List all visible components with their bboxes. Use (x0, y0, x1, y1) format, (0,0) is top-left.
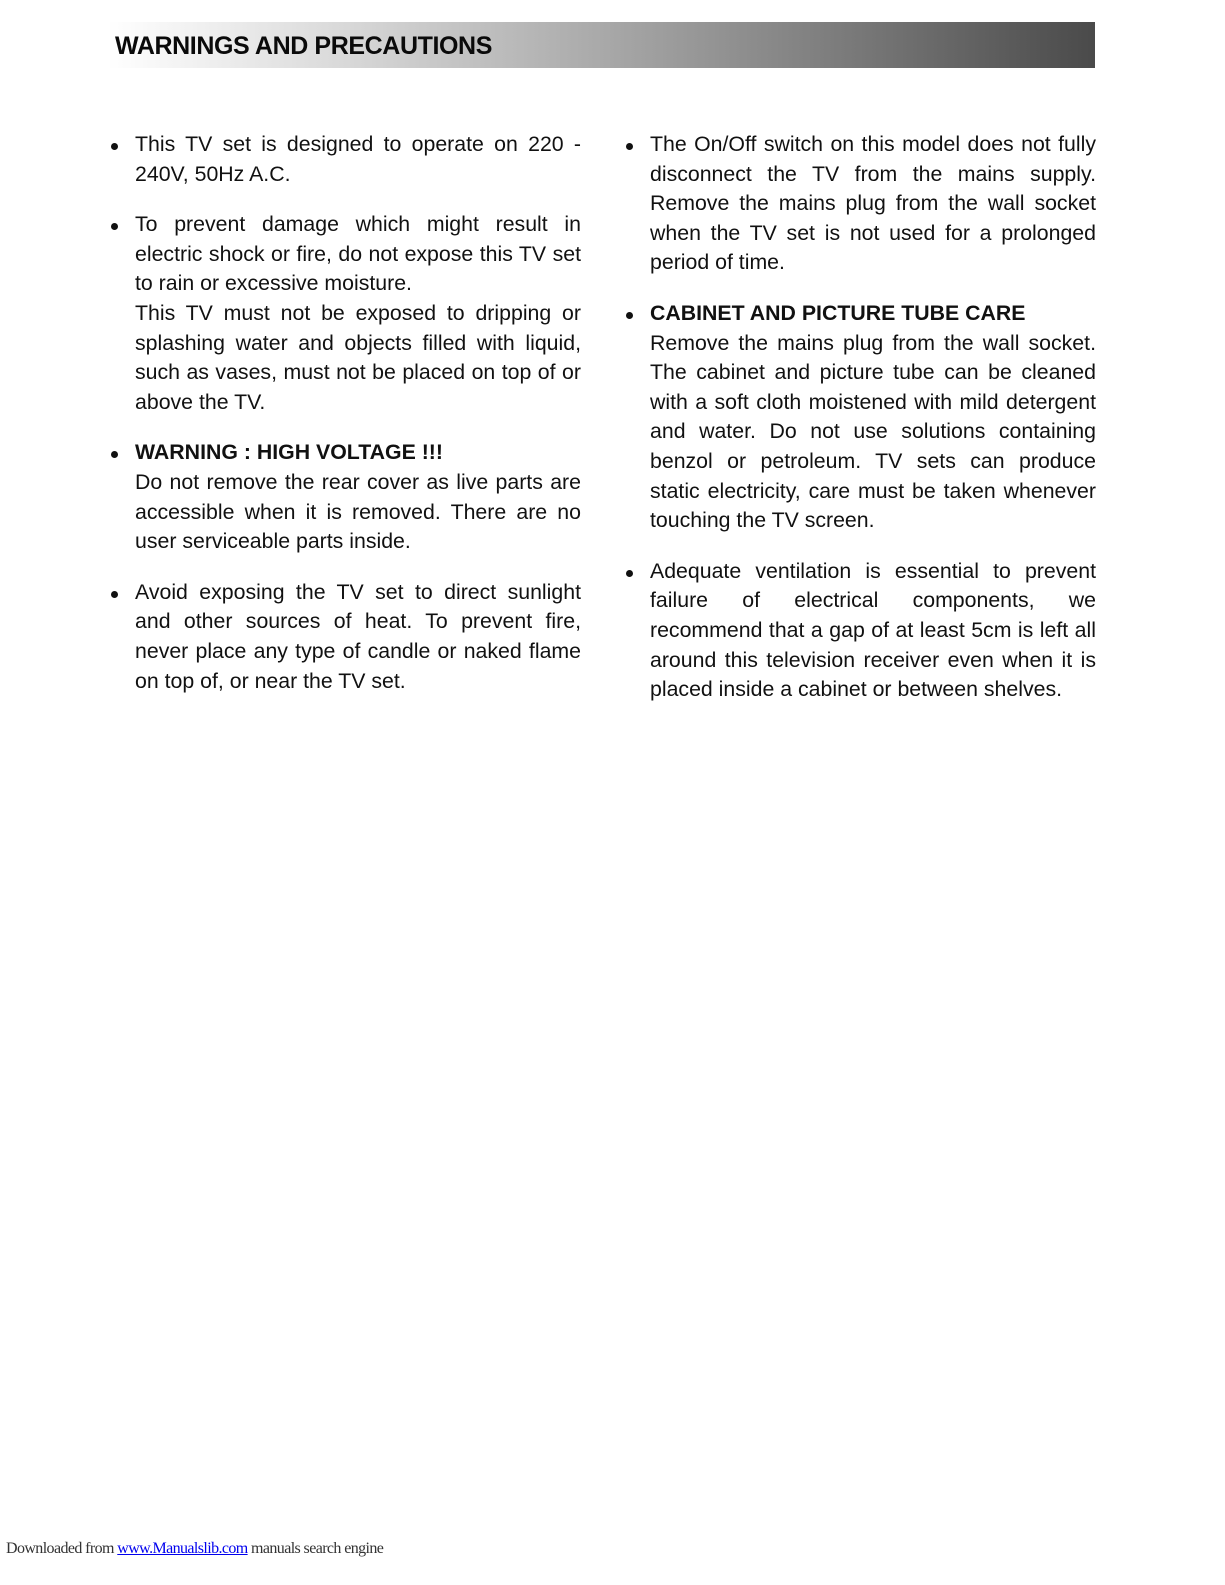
list-item-moisture (107, 210, 581, 417)
item-text: This TV set is designed to operate on 220 - 240V, 50Hz A.C. (135, 132, 581, 186)
list-item-high-voltage (107, 438, 581, 556)
list-item-cabinet-care (622, 299, 1096, 536)
item-heading: WARNING : HIGH VOLTAGE !!! (135, 440, 443, 465)
download-footer (6, 1540, 383, 1558)
left-column (107, 130, 581, 717)
page-title: WARNINGS AND PRECAUTIONS (115, 32, 492, 60)
item-text: The On/Off switch on this model does not fully disconnect the TV from the mains supply. Remove the mains plug from the wall socket when the TV set is not used for a prolonged period of time. (650, 132, 1096, 275)
list-item-power-supply (107, 130, 581, 189)
item-text: To prevent damage which might result in electric shock or fire, do not expose this TV set to rain or excessive moisture. (135, 212, 581, 296)
item-text: Do not remove the rear cover as live parts are accessible when it is removed. There are no user serviceable parts inside. (135, 469, 581, 554)
item-text: Remove the mains plug from the wall socket. The cabinet and picture tube can be cleaned with a soft cloth moistened with mild detergent and water. Do not use solutions containing benzol or petroleum. TV sets can produce static electricity, care must be taken whenever touching the TV screen. (650, 330, 1096, 533)
section-header-bar (108, 22, 1095, 68)
item-text: Adequate ventilation is essential to prevent failure of electrical components, we recommend that a gap of at least 5cm is left all around this television receiver even when it is placed inside a cabinet or between shelves. (650, 558, 1096, 702)
list-item-ventilation (622, 557, 1096, 705)
list-item-heat-sources (107, 578, 581, 696)
right-column (622, 130, 1096, 726)
list-item-power-switch (622, 130, 1096, 278)
manualslib-link[interactable]: www.Manualslib.com (117, 1540, 248, 1557)
footer-prefix: Downloaded from (6, 1540, 118, 1557)
footer-suffix: manuals search engine (247, 1540, 384, 1557)
item-text: Avoid exposing the TV set to direct sunlight and other sources of heat. To prevent fire, never place any type of candle or naked flame on top of, or near the TV set. (135, 579, 581, 693)
item-text: This TV must not be exposed to dripping or splashing water and objects filled with liquid, such as vases, must not be placed on top of or above the TV. (135, 300, 581, 414)
item-heading: CABINET AND PICTURE TUBE CARE (650, 300, 1026, 325)
